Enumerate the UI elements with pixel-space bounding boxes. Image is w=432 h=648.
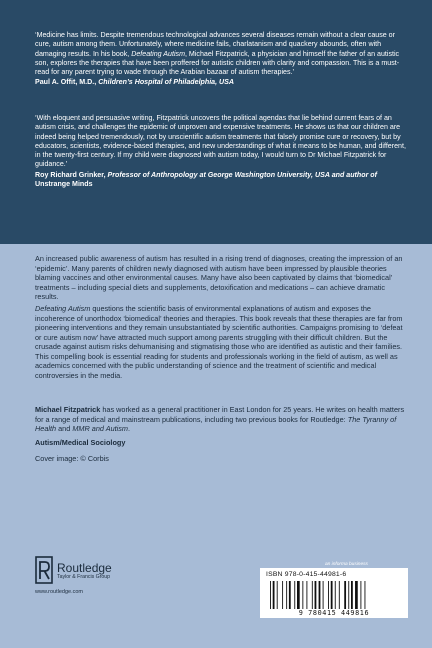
- informa-tagline: an informa business: [325, 562, 368, 567]
- quote-attribution: Paul A. Offit, M.D., Children’s Hospital of Philadelphia, USA: [35, 78, 235, 87]
- quote-text: ‘With eloquent and persuasive writing, Fitzpatrick uncovers the political agendas that lie behind current fears of an autism crisis, and challenges the epidemic of unproven and expensive treatments. He shows us that our children are indeed being helped tremendously, not by unscientific autism treatments that falsely promise cure or recovery, but by educators, scientists, evidence-based therapies, and new understandings of what it means to be human, and different, in the twenty-first century. If my child were diagnosed with autism today, I would turn to Dr Michael Fitzpatrick for guidance.’: [35, 114, 406, 169]
- barcode-box: [260, 568, 408, 618]
- publisher-group: Taylor & Francis Group: [57, 574, 111, 580]
- cover-image-credit: Cover image: © Corbis: [35, 454, 109, 463]
- quote-attribution: Roy Richard Grinker, Professor of Anthropology at George Washington University, USA and author of Unstrange Minds: [35, 170, 378, 189]
- endorsement-quote-offit: [35, 31, 407, 88]
- author-bio: Michael Fitzpatrick has worked as a general practitioner in East London for 25 years. He writes on health matters for a range of medical and mainstream publications, including two previous books for Routledge: The Tyranny of Health and MMR and Autism.: [35, 405, 405, 433]
- endorsement-quote-grinker: [35, 114, 407, 189]
- routledge-r-logo-icon: [35, 556, 53, 586]
- isbn-label: ISBN 978-0-415-44981-6: [266, 571, 347, 578]
- description-paragraph: An increased public awareness of autism has resulted in a rising trend of diagnoses, creating the impression of an ‘epidemic’. Many parents of children newly diagnosed with autism have been impressed by plausible theories blaming vaccines and other environmental causes. Many have also been captivated by claims that ‘biomedical’ treatments – including special diets and supplements, detoxification and medications – can achieve dramatic results.: [35, 254, 403, 301]
- subject-category: Autism/Medical Sociology: [35, 438, 126, 447]
- barcode-icon: [270, 581, 402, 609]
- barcode-digits: 9 780415 449816: [298, 609, 370, 617]
- description-paragraph: Defeating Autism questions the scientific basis of environmental explanations of autism and exposes the incoherence of unorthodox ‘biomedical’ theories and therapies. This book reveals that these therapies are far from pioneering interventions and they remain unsubstantiated by scientific authorities. Campaigns promising to ‘defeat or cure autism now’ have attracted much support among parents struggling with their difficult children. But the crusade against autism risks dehumanising and stigmatising those who are identified as autistic and their families. This compelling book is essential reading for students and professionals working in the field of autism, as well as academics concerned with the public understanding of science and the treatment of scientific and medical controversies in the media.: [35, 304, 403, 380]
- publisher-name: Routledge: [57, 561, 112, 575]
- quote-text: ‘Medicine has limits. Despite tremendous technological advances several diseases remain without a clear cause or cure, autism among them. Unfortunately, where medicine fails, charlatanism and quackery abounds, often with damaging results. In his book, Defeating Autism, Michael Fitzpatrick, a physician and himself the father of an autistic son, explores the therapies that have been proffered for autistic children with clarity and compassion. This is a must-read for any parent trying to wade through the Arabian bazaar of autism therapies.’: [35, 31, 400, 77]
- endorsement-panel: [0, 0, 432, 244]
- publisher-logo: [35, 556, 145, 600]
- publisher-url[interactable]: www.routledge.com: [35, 589, 83, 595]
